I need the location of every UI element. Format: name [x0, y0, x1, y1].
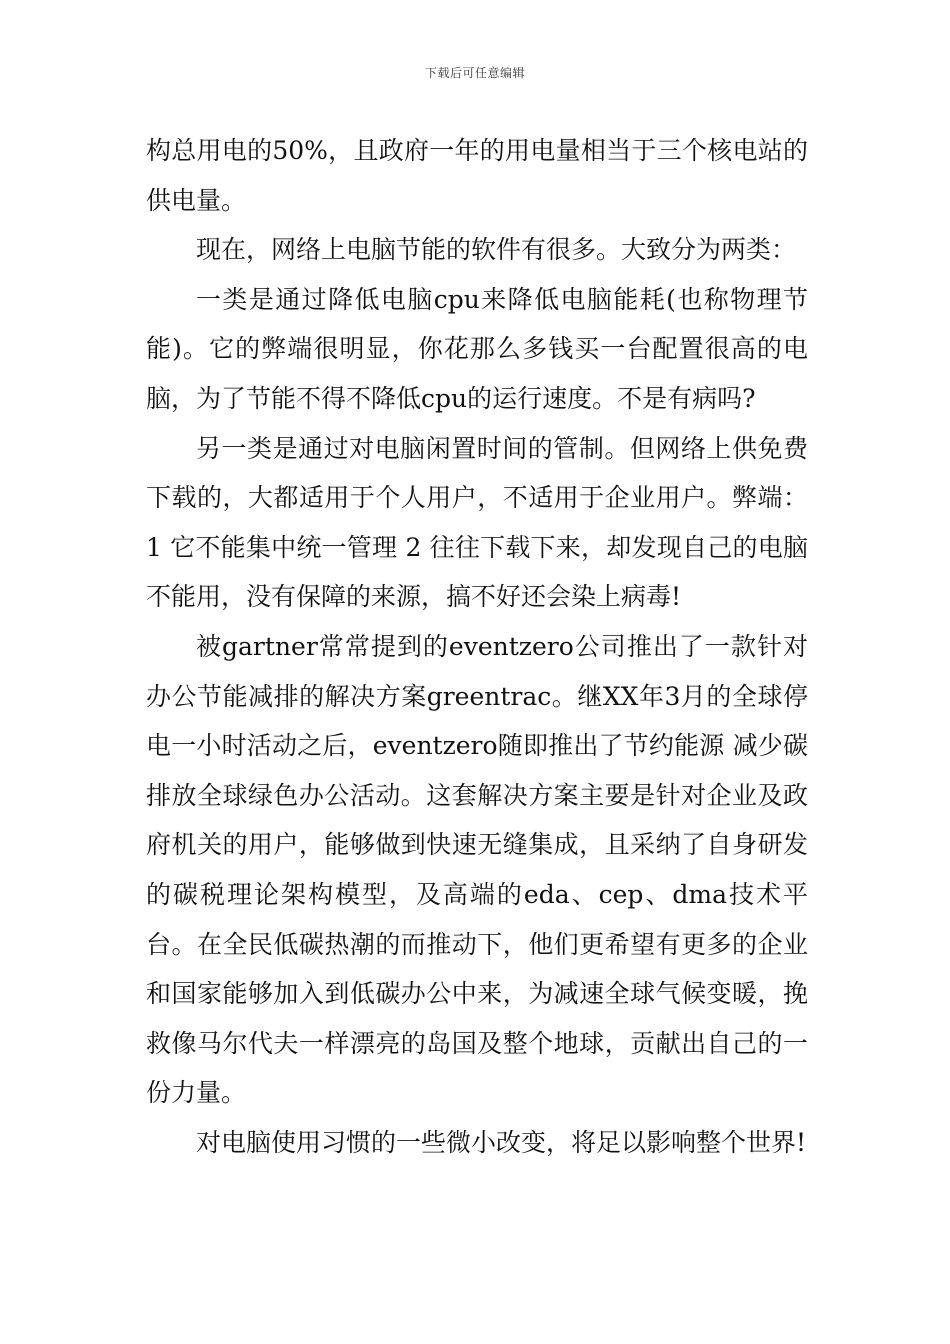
- paragraph-5: 被gartner常常提到的eventzero公司推出了一款针对办公节能减排的解决方案greentrac。继XX年3月的全球停电一小时活动之后，eventzero随即推出了节约能源 减少碳排放全球绿色办公活动。这套解决方案主要是针对企业及政府机关的用户，能够做到快速无缝集成，且采纳了自身研发的碳税理论架构模型，及高端的eda、cep、dma技术平台。在全民低碳热潮的而推动下，他们更希望有更多的企业和国家能够加入到低碳办公中来，为减速全球气候变暖，挽救像马尔代夫一样漂亮的岛国及整个地球，贡献出自己的一份力量。: [146, 631, 808, 1108]
- document-body: [146, 126, 808, 1167]
- paragraph-3: 一类是通过降低电脑cpu来降低电脑能耗(也称物理节能)。它的弊端很明显，你花那么多钱买一台配置很高的电脑，为了节能不得不降低cpu的运行速度。不是有病吗?: [146, 284, 808, 413]
- paragraph-4: 另一类是通过对电脑闲置时间的管制。但网络上供免费下载的，大都适用于个人用户，不适用于企业用户。弊端：1 它不能集中统一管理 2 往往下载下来，却发现自己的电脑不能用，没有保障的来源，搞不好还会染上病毒!: [146, 433, 808, 612]
- paragraph-6: 对电脑使用习惯的一些微小改变，将足以影响整个世界!: [196, 1127, 807, 1157]
- paragraph-2: 现在，网络上电脑节能的软件有很多。大致分为两类：: [196, 235, 797, 265]
- page-header: 下载后可任意编辑: [424, 66, 525, 80]
- paragraph-1: 构总用电的50%，且政府一年的用电量相当于三个核电站的供电量。: [146, 136, 808, 215]
